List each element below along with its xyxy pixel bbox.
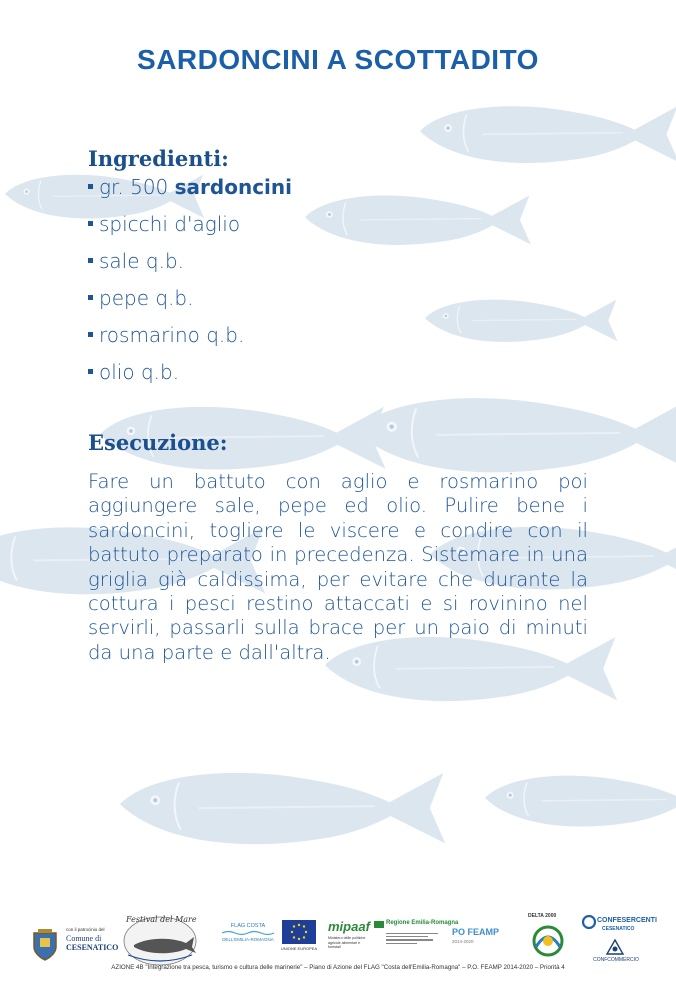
flag-line2: DELL'EMILIA-ROMAGNA <box>222 937 274 942</box>
ingredients-list <box>88 176 292 398</box>
ingredient-text: rosmarino q.b. <box>99 323 245 347</box>
regione-logo: Regione Emilia-Romagna <box>386 920 459 926</box>
confcommercio-logo: CONFCOMMERCIO <box>593 957 639 963</box>
ingredients-heading: Ingredienti: <box>88 146 229 171</box>
ingredient-text: pepe q.b. <box>99 286 194 310</box>
bullet-icon <box>88 184 93 189</box>
bullet-icon <box>88 258 93 263</box>
flag-wave-icon <box>222 930 274 936</box>
list-item <box>88 324 292 361</box>
ingredient-text: olio q.b. <box>99 360 180 384</box>
delta-2000-text: DELTA 2000 <box>528 913 557 919</box>
ingredient-text: gr. 500 <box>99 175 175 199</box>
list-item <box>88 213 292 250</box>
confesercenti-logo: CONFESERCENTI <box>597 917 657 924</box>
patronage-line3: CESENATICO <box>66 943 119 952</box>
mipaaf-caption: Ministero delle politiche agricole alimentari e forestali <box>328 936 366 949</box>
list-item <box>88 176 292 213</box>
confcommercio-icon <box>606 939 624 955</box>
confesercenti-city: CESENATICO <box>602 926 635 932</box>
po-feamp-logo: PO FEAMP <box>452 927 500 937</box>
list-item <box>88 250 292 287</box>
cesenatico-crest-icon <box>30 927 60 963</box>
bullet-icon <box>88 369 93 374</box>
credits-line: AZIONE 4B "Integrazione tra pesca, turismo e cultura delle marinerie" – Piano di Azione del FLAG "Costa dell'Emilia-Romagna" – P.O. FEAMP 2014-2020 – Priorità 4 <box>111 964 565 971</box>
ingredient-bold-text: sardoncini <box>174 175 293 199</box>
method-paragraph: Fare un battuto con aglio e rosmarino poi aggiungere sale, pepe ed olio. Pulire bene i sardoncini, togliere le viscere e condire con il battuto preparato in precedenza. Sistemare in una griglia già caldissima, per evitare che durante la cottura i pesci restino attaccati e si rovinino nel servirli, passarli sulla brace per un paio di minuti da una parte e dall'altra. <box>88 470 588 664</box>
list-item <box>88 287 292 324</box>
bullet-icon <box>88 332 93 337</box>
flag-line1: FLAG COSTA <box>230 923 266 929</box>
bullet-icon <box>88 221 93 226</box>
footer-logos <box>0 905 676 1000</box>
patronage-line1: con il patrocinio del <box>66 927 105 932</box>
confesercenti-icon <box>582 915 596 929</box>
eu-caption: UNIONE EUROPEA <box>280 946 318 951</box>
ingredient-text: sale q.b. <box>99 249 184 273</box>
regione-logo-icon <box>374 921 384 928</box>
list-item <box>88 361 292 398</box>
bullet-icon <box>88 295 93 300</box>
delta-2000-icon <box>530 917 566 963</box>
patronage-line2: Comune di <box>66 934 102 943</box>
mipaaf-logo: mipaaf <box>328 919 370 934</box>
festival-text: Festival del Mare <box>126 915 197 924</box>
ingredient-text: spicchi d'aglio <box>99 212 241 236</box>
po-feamp-caption: 2014-2020 <box>452 939 474 944</box>
eu-flag-icon <box>282 920 316 944</box>
regione-caption-lines <box>386 931 438 953</box>
page-title: SARDONCINI A SCOTTADITO <box>137 44 539 75</box>
method-heading: Esecuzione: <box>88 430 228 455</box>
